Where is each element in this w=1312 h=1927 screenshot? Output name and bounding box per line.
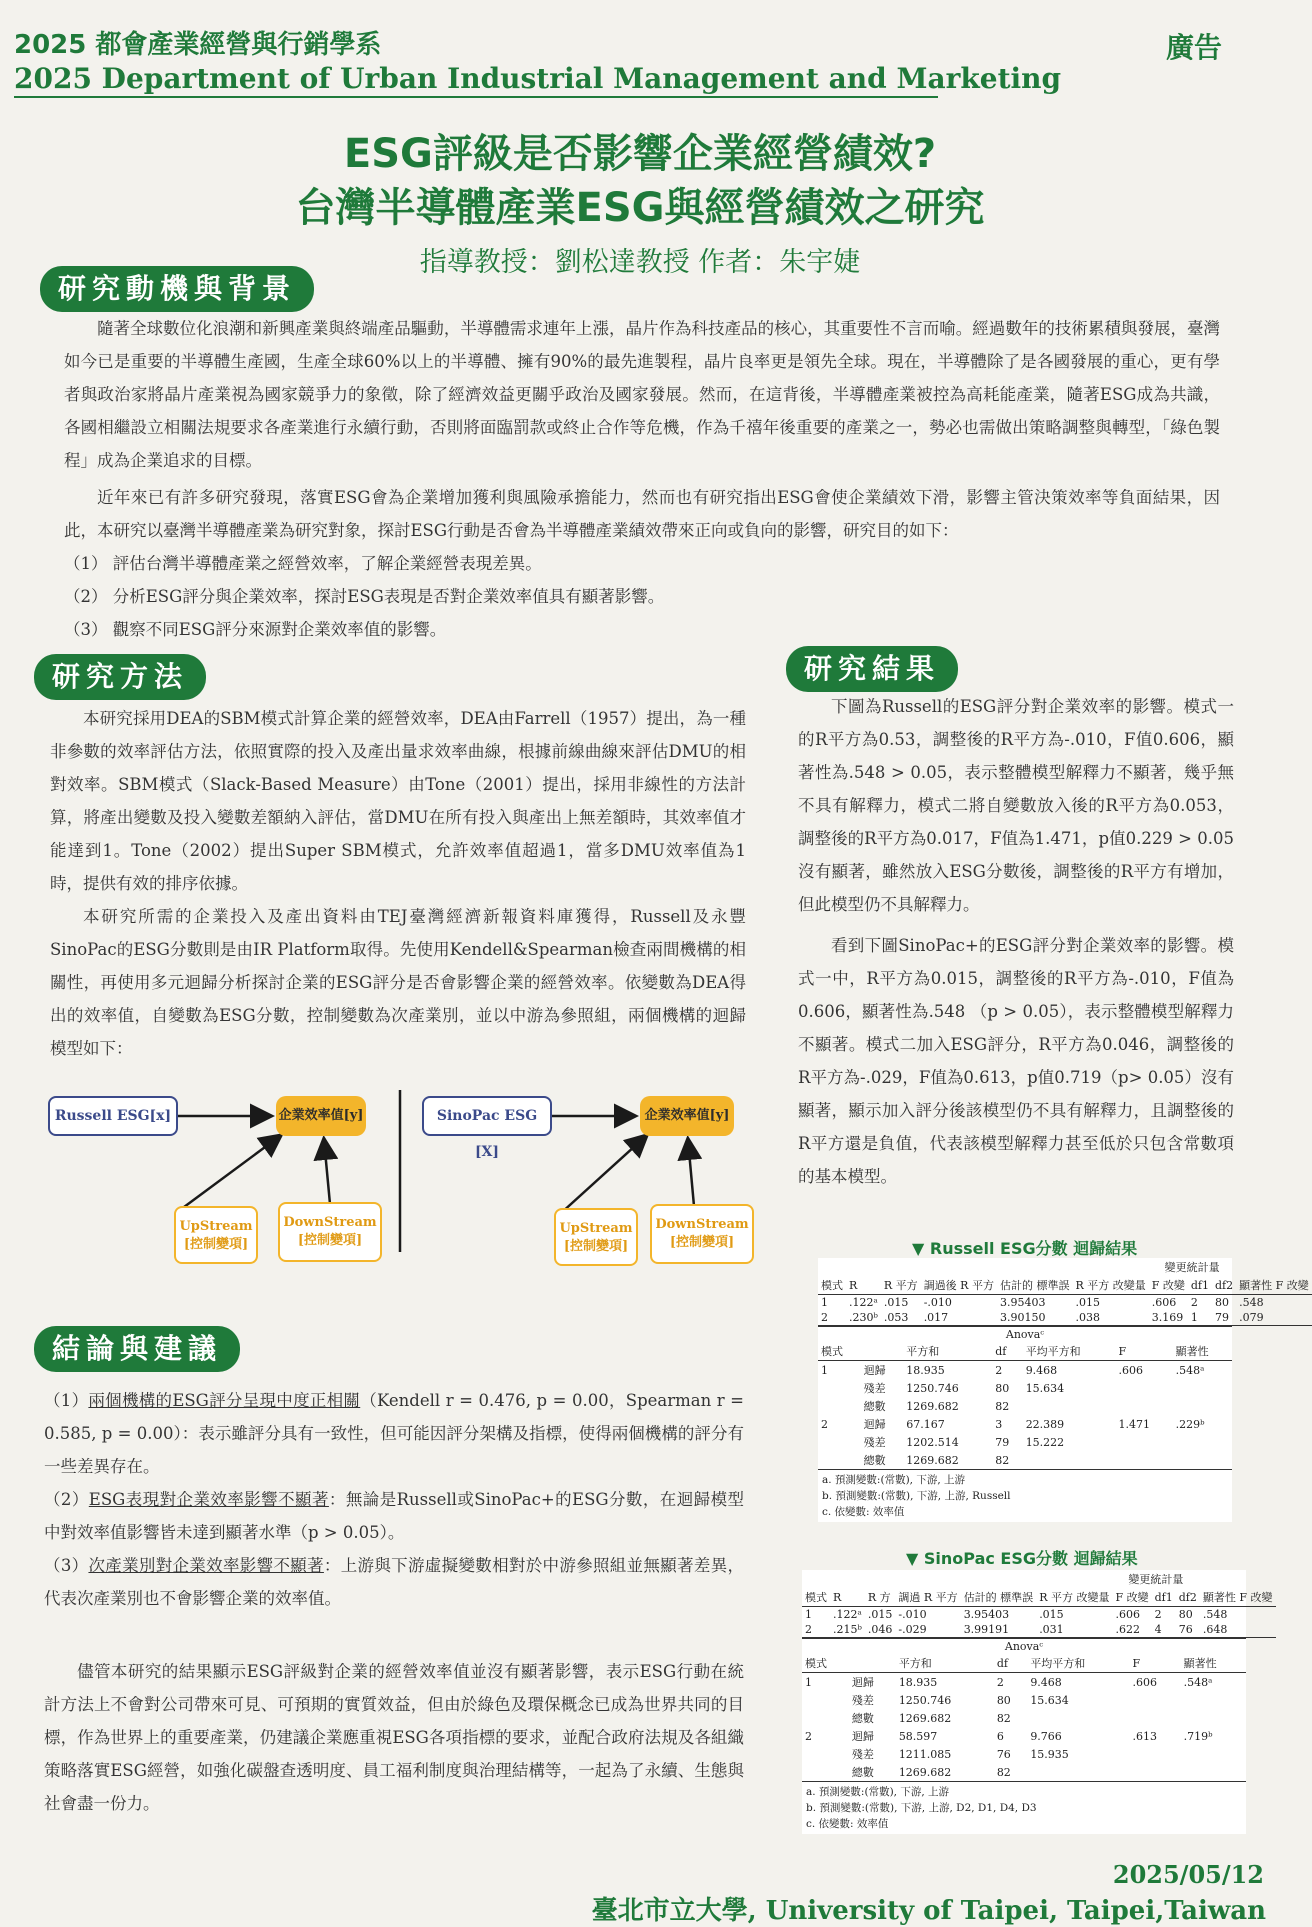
conclusion-item-2 [44, 1483, 744, 1549]
table-cell: .548 [1202, 1608, 1228, 1621]
table-cell: 3.95403 [999, 1296, 1046, 1309]
item-number: （2） [44, 1490, 89, 1509]
table-row [802, 1607, 1276, 1623]
conclusion-3-key: 次產業別對企業效率影響不顯著 [88, 1556, 324, 1575]
table2 [802, 1570, 1273, 1834]
table-cell: 1211.085 [898, 1747, 952, 1761]
table-cell: 總數 [851, 1712, 874, 1725]
table-cell [1130, 1745, 1181, 1763]
table-cell [802, 1763, 849, 1781]
table-cell [1181, 1763, 1246, 1781]
russell-esg-box: Russell ESG[x] [48, 1096, 178, 1136]
table-cell: 2 [821, 1311, 828, 1324]
table-cell: 15.634 [1030, 1693, 1069, 1707]
efficiency-y-box-left: 企業效率值[y] [276, 1096, 366, 1136]
control-label: [控制變項] [183, 1237, 249, 1252]
table-cell [802, 1745, 849, 1763]
table-cell: .053 [883, 1311, 909, 1324]
table-header-cell: R 平方 改變量 [1039, 1591, 1110, 1604]
conclusion-item-1 [44, 1384, 744, 1483]
upstream-box-left [174, 1206, 258, 1264]
table-cell: 22.389 [1025, 1417, 1065, 1431]
table-cell: .622 [1115, 1623, 1140, 1636]
upstream-label: UpStream [559, 1221, 633, 1236]
table-cell: -.010 [923, 1296, 952, 1309]
table-cell: 1269.682 [906, 1399, 959, 1413]
table-cell: 58.597 [898, 1729, 938, 1743]
table-cell: -.029 [898, 1623, 927, 1636]
conclusion-2-key: ESG表現對企業效率影響不顯著 [88, 1490, 329, 1509]
table-cell: .719ᵇ [1183, 1729, 1213, 1743]
table-cell: 82 [995, 1399, 1010, 1413]
table2-notes [802, 1781, 1246, 1834]
table-cell: .606 [1115, 1608, 1140, 1621]
table-note: b. 預測變數:(常數), 下游, 上游, Russell [822, 1490, 1011, 1502]
table-cell: 總數 [851, 1766, 874, 1779]
table-cell: 80 [1178, 1608, 1193, 1621]
table-header-cell: R [849, 1278, 858, 1292]
results-paragraph-2: 看到下圖SinoPac+的ESG評分對企業效率的影響。模式一中，R平方為0.015，調整後的R平方為-.010，F值為0.606，顯著性為.548 （p > 0.05），表示整體模型解釋力不顯著。模式二加入ESG評分，R平方為0.046，調整後的R平方為-.029，F值為0.613，p值0.719（p> 0.05）沒有顯著，顯示加入評分後該模型仍不具有解釋力，且調整後的R平方還是負值，代表該模型解釋力甚至低於只包含常數項的基本模型。 [798, 936, 1234, 1186]
table-header-cell: 模式 [805, 1657, 827, 1670]
table-cell [1173, 1379, 1232, 1397]
table-cell: .648 [1202, 1623, 1228, 1636]
table-header-cell: df2 [1215, 1278, 1234, 1292]
table1-title: ▼ Russell ESG分數 迴歸結果 [912, 1239, 1138, 1258]
conclusion-3-detail: ：上游與下游虛擬變數相對於中游參照組並無顯著差異，代表次產業別也不會影響企業的效率值。 [44, 1556, 745, 1608]
ad-label: 廣告 [1166, 31, 1223, 64]
table-cell: 1269.682 [906, 1453, 959, 1467]
table-cell: .122ᵃ [849, 1296, 878, 1309]
table-cell [818, 1433, 861, 1451]
table-cell [1027, 1709, 1129, 1727]
table-cell: 總數 [863, 1454, 886, 1467]
table-cell [1027, 1763, 1129, 1781]
department-title-zh: 2025 都會產業經營與行銷學系 [14, 30, 382, 60]
table-header-cell: 估計的 標準誤 [999, 1279, 1070, 1292]
table-row [802, 1673, 1246, 1692]
table-cell: .606 [1132, 1675, 1158, 1689]
table-cell [818, 1397, 861, 1415]
table1-anova [818, 1326, 1232, 1469]
table-cell: .606 [1118, 1363, 1144, 1377]
conclusion-2-detail: ：無論是Russell或SinoPac+的ESG分數，在迴歸模型中對效率值影響皆未達到顯著水準（p > 0.05）。 [44, 1490, 745, 1542]
conclusion-item-3 [44, 1549, 744, 1615]
method-body [50, 702, 746, 1065]
table-cell: .548ᵃ [1175, 1363, 1205, 1377]
header-divider [14, 96, 938, 98]
table-cell: 1250.746 [906, 1381, 959, 1395]
table-cell: 2 [805, 1729, 812, 1743]
table-cell [818, 1451, 861, 1469]
downstream-box-right [650, 1204, 754, 1264]
table-header-cell: 平均平方和 [1025, 1345, 1081, 1358]
table-cell: 18.935 [906, 1363, 945, 1377]
table-cell [1130, 1763, 1181, 1781]
table-cell [1181, 1691, 1246, 1709]
table-cell: 3.99191 [963, 1623, 1010, 1636]
table-cell [1181, 1709, 1246, 1727]
table-cell [818, 1379, 861, 1397]
table-cell: .215ᵇ [833, 1623, 862, 1636]
goal-item-2: （2） 分析ESG評分與企業效率，探討ESG表現是否對企業效率值具有顯著影響。 [64, 587, 665, 606]
table-cell: 殘差 [863, 1382, 886, 1395]
table-cell: 9.766 [1030, 1729, 1062, 1743]
university-name: 臺北市立大學, University of Taipei, Taipei,Taiwan [591, 1896, 1266, 1926]
table2-title: ▼ SinoPac ESG分數 迴歸結果 [906, 1549, 1138, 1568]
table-cell: 82 [996, 1711, 1011, 1725]
table-header-cell: df1 [1190, 1278, 1210, 1292]
table-header-cell: R 平方 [883, 1279, 918, 1292]
goal-item-1: （1） 評估台灣半導體產業之經營效率，了解企業經營表現差異。 [64, 554, 542, 573]
table-cell [1130, 1709, 1181, 1727]
table-note: a. 預測變數:(常數), 下游, 上游 [822, 1474, 966, 1486]
table-cell: .606 [1151, 1296, 1177, 1309]
table-cell: 2 [995, 1363, 1003, 1377]
table-header-cell: F 改變 [1115, 1591, 1149, 1604]
table-cell: 1250.746 [898, 1693, 952, 1707]
table-cell: 2 [805, 1623, 812, 1636]
upstream-box-right [554, 1208, 638, 1266]
table-cell: 15.222 [1025, 1435, 1065, 1449]
table-header-cell: F [1132, 1656, 1141, 1670]
table-header-cell: df [996, 1656, 1008, 1670]
table-cell: 迴歸 [863, 1418, 886, 1431]
table-cell [1023, 1451, 1116, 1469]
table-cell: 3.90150 [999, 1311, 1046, 1324]
table-header-cell: 平方和 [906, 1345, 940, 1358]
table-cell: .548 [1239, 1296, 1264, 1309]
table-cell [1173, 1433, 1232, 1451]
conclusion-final-paragraph: 儘管本研究的結果顯示ESG評級對企業的經營效率值並沒有顯著影響，表示ESG行動在統計方法上不會對公司帶來可見、可預期的實質效益，但由於綠色及環保概念已成為世界共同的目標，作為世界上的重要產業，仍建議企業應重視ESG各項指標的要求，並配合政府法規及各組織策略落實ESG經營，如強化碳盤查透明度、員工福利制度與治理結構等，一起為了永續、生態與社會盡一份力。 [44, 1662, 744, 1813]
table-cell [1181, 1745, 1246, 1763]
table-cell: 67.167 [906, 1417, 945, 1431]
table-row [818, 1415, 1232, 1433]
conclusion-1-detail: （Kendell r = 0.476, p = 0.00，Spearman r = 0.585, p = 0.00）：表示雖評分具有一致性，但可能因評分架構及指標，使得兩個機構的評分有一些差異存在。 [44, 1391, 745, 1476]
poster-title-line2: 台灣半導體產業ESG與經營績效之研究 [295, 185, 985, 231]
table-header-cell: F [1118, 1344, 1127, 1358]
table-header-cell: df [995, 1344, 1007, 1358]
table-cell: 80 [1215, 1296, 1230, 1309]
table-row [818, 1397, 1232, 1415]
table-row [802, 1745, 1246, 1763]
table-cell: 2 [996, 1675, 1004, 1689]
anova-label: Anovaᶜ [818, 1327, 1232, 1343]
table1-model-summary [818, 1258, 1312, 1326]
table-cell: 15.935 [1030, 1747, 1069, 1761]
table-header-cell: R 平方 改變量 [1075, 1279, 1146, 1292]
table-header-cell: F 改變 [1151, 1279, 1185, 1292]
table2-anova [802, 1638, 1246, 1781]
table-row [802, 1622, 1276, 1638]
table-cell: .229ᵇ [1175, 1417, 1205, 1431]
table-cell [1116, 1433, 1173, 1451]
department-title-en: 2025 Department of Urban Industrial Management and Marketing [14, 62, 1062, 95]
table-note: c. 依變數: 效率值 [822, 1506, 905, 1518]
table-cell [1116, 1397, 1173, 1415]
table-header-cell: 模式 [821, 1345, 843, 1358]
method-paragraph-2: 本研究所需的企業投入及產出資料由TEJ臺灣經濟新報資料庫獲得，Russell及永豐SinoPac的ESG分數則是由IR Platform取得。先使用Kendell&Spearman檢查兩間機構的相關性，再使用多元迴歸分析探討企業的ESG評分是否會影響企業的經營效率。依變數為DEA得出的效率值，自變數為ESG分數，控制變數為次產業別，並以中游為參照組，兩個機構的迴歸模型如下： [50, 907, 746, 1058]
table-cell: 15.634 [1025, 1381, 1065, 1395]
table-cell: 總數 [863, 1400, 886, 1413]
table-header-cell [849, 1654, 896, 1673]
table-cell: 1 [805, 1608, 812, 1621]
control-label: [控制變項] [563, 1239, 629, 1254]
section-heading-results: 研究結果 [786, 646, 958, 692]
table-header-cell: R 方 [867, 1591, 891, 1604]
table-cell: 1202.514 [906, 1435, 959, 1449]
table-header-cell: 模式 [805, 1591, 827, 1604]
table-cell: 殘差 [851, 1694, 874, 1707]
table-header-cell: 調過後 R 平方 [923, 1279, 994, 1292]
table-cell: 3.95403 [963, 1608, 1010, 1621]
table-cell [1023, 1397, 1116, 1415]
table-header-cell: 估計的 標準誤 [963, 1591, 1034, 1604]
table-cell: -.010 [898, 1608, 927, 1621]
table-cell: 18.935 [898, 1675, 938, 1689]
downstream-label: DownStream [283, 1215, 377, 1230]
table-cell: 82 [995, 1453, 1010, 1467]
table-cell: 1269.682 [898, 1711, 952, 1725]
table-cell: 79 [995, 1435, 1010, 1449]
method-paragraph-1: 本研究採用DEA的SBM模式計算企業的經營效率，DEA由Farrell（1957）提出，為一種非參數的效率評估方法，依照實際的投入及產出量求效率曲線，根據前線曲線來評估DMU的相對效率。SBM模式（Slack-Based Measure）由Tone（2001）提出，採用非線性的方法計算，將產出變數及投入變數差額納入評估，當DMU在所有投入與產出上無差額時，其效率值才能達到1。Tone（2002）提出Super SBM模式，允許效率值超過1，當多DMU效率值為1時，提供有效的排序依據。 [50, 709, 746, 893]
table-cell: 76 [996, 1747, 1011, 1761]
results-paragraph-1: 下圖為Russell的ESG評分對企業效率的影響。模式一的R平方為0.53，調整後的R平方為-.010，F值0.606，顯著性為.548 > 0.05，表示整體模型解釋力不顯著，幾乎無不具有解釋力，模式二將自變數放入後的R平方為0.053，調整後的R平方為0.017，F值為1.471，p值0.229 > 0.05沒有顯著，雖然放入ESG分數後，調整後的R平方有增加，但此模型仍不具解釋力。 [798, 697, 1234, 914]
table-cell: 迴歸 [863, 1364, 886, 1377]
table-row [818, 1379, 1232, 1397]
table-header-cell: 顯著性 [1183, 1657, 1217, 1670]
sinopac-esg-box: SinoPac ESG [X] [422, 1096, 552, 1136]
table-header-cell: 平均平方和 [1030, 1657, 1086, 1670]
table-row [802, 1691, 1246, 1709]
regression-model-diagram [40, 1080, 760, 1300]
item-number: （3） [44, 1556, 89, 1575]
motivation-paragraph-2: 近年來已有許多研究發現，落實ESG會為企業增加獲利與風險承擔能力，然而也有研究指出ESG會使企業績效下滑，影響主管決策效率等負面結果，因此，本研究以臺灣半導體產業為研究對象，探討ESG行動是否會為半導體產業績效帶來正向或負向的影響，研究目的如下： [64, 488, 1220, 540]
table-note: a. 預測變數:(常數), 下游, 上游 [806, 1786, 950, 1798]
table-cell: 2 [1154, 1608, 1162, 1621]
table-cell: 80 [995, 1381, 1010, 1395]
table-cell [802, 1709, 849, 1727]
item-number: （1） [44, 1391, 89, 1410]
table-cell: 80 [996, 1693, 1011, 1707]
downstream-label: DownStream [655, 1217, 749, 1232]
table-cell [1130, 1691, 1181, 1709]
results-body [798, 690, 1234, 1193]
table-cell [1173, 1451, 1232, 1469]
table-cell: 6 [996, 1729, 1004, 1743]
table-cell: 9.468 [1030, 1675, 1062, 1689]
change-stats-label: 變更統計量 [1128, 1573, 1184, 1586]
conclusion-body [44, 1384, 744, 1820]
table-cell [1173, 1397, 1232, 1415]
table-cell: 1 [821, 1363, 828, 1377]
table-cell: .230ᵇ [849, 1311, 878, 1324]
table-cell: 3 [995, 1417, 1003, 1431]
table-cell: .046 [867, 1623, 893, 1636]
table-cell: 1269.682 [898, 1765, 952, 1779]
table-cell: .017 [923, 1311, 949, 1324]
section-heading-method: 研究方法 [34, 654, 206, 700]
table-header-cell [861, 1342, 904, 1361]
table2-model-summary [802, 1570, 1276, 1638]
table-cell: 1.471 [1118, 1417, 1151, 1431]
table-cell: 迴歸 [851, 1676, 874, 1689]
table-cell: .015 [1039, 1608, 1064, 1621]
change-stats-label: 變更統計量 [1164, 1261, 1220, 1274]
downstream-box-left [278, 1202, 382, 1262]
table-cell: .548ᵃ [1183, 1675, 1213, 1689]
table-cell: 79 [1215, 1311, 1230, 1324]
table-header-cell: df2 [1178, 1590, 1197, 1604]
table-cell: .613 [1132, 1729, 1158, 1743]
control-label: [控制變項] [297, 1233, 363, 1248]
table-header-cell: 平方和 [898, 1657, 932, 1670]
motivation-body [64, 312, 1220, 646]
authors: 指導教授：劉松達教授 作者：朱宇婕 [419, 247, 861, 278]
table-cell: 迴歸 [851, 1730, 874, 1743]
table-cell: .122ᵃ [833, 1608, 862, 1621]
table-row [818, 1433, 1232, 1451]
table-row [818, 1295, 1312, 1311]
table-note: c. 依變數: 效率值 [806, 1818, 889, 1830]
table-row [802, 1709, 1246, 1727]
table-row [802, 1727, 1246, 1745]
table-cell: 2 [821, 1417, 828, 1431]
section-heading-conclusion: 結論與建議 [34, 1326, 240, 1372]
table-cell: .015 [1075, 1296, 1100, 1309]
table-cell: .079 [1239, 1311, 1264, 1324]
conclusion-1-key: 兩個機構的ESG評分呈現中度正相關 [88, 1391, 361, 1410]
table-cell: .015 [867, 1608, 893, 1621]
poster-date: 2025/05/12 [1112, 1860, 1264, 1889]
table-cell: 3.169 [1151, 1311, 1184, 1324]
table-row [818, 1310, 1312, 1326]
poster-title-line1: ESG評級是否影響企業經營績效? [343, 131, 937, 177]
table1 [818, 1258, 1309, 1522]
upstream-label: UpStream [179, 1219, 253, 1234]
table-cell: .031 [1039, 1623, 1064, 1636]
table-cell [1116, 1379, 1173, 1397]
table-cell: 2 [1190, 1296, 1198, 1309]
table-cell: 殘差 [863, 1436, 886, 1449]
table-cell: 1 [805, 1675, 812, 1689]
table-cell: 82 [996, 1765, 1011, 1779]
goal-item-3: （3） 觀察不同ESG評分來源對企業效率值的影響。 [64, 620, 447, 639]
table-cell [1116, 1451, 1173, 1469]
table-header-cell: 模式 [821, 1279, 843, 1292]
table-header-cell: 顯著性 [1175, 1345, 1209, 1358]
table-header-cell: 調過 R 平方 [898, 1591, 958, 1604]
table-cell: 9.468 [1025, 1363, 1058, 1377]
table-note: b. 預測變數:(常數), 下游, 上游, D2, D1, D4, D3 [806, 1802, 1037, 1814]
table-cell: 1 [821, 1296, 828, 1309]
efficiency-y-box-right: 企業效率值[y] [640, 1096, 734, 1136]
table-header-cell: 顯著性 F 改變 [1239, 1279, 1309, 1292]
table-cell: 殘差 [851, 1748, 874, 1761]
table-cell: .038 [1075, 1311, 1100, 1324]
anova-label: Anovaᶜ [802, 1639, 1246, 1655]
table1-notes [818, 1469, 1232, 1522]
table-row [818, 1361, 1232, 1380]
table-cell: 76 [1178, 1623, 1193, 1636]
table-cell: .015 [883, 1296, 909, 1309]
table-row [802, 1763, 1246, 1781]
table-cell [802, 1691, 849, 1709]
section-heading-motivation: 研究動機與背景 [40, 266, 314, 312]
table-row [818, 1451, 1232, 1469]
table-cell: 4 [1154, 1623, 1162, 1636]
control-label: [控制變項] [669, 1235, 735, 1250]
table-header-cell: 顯著性 F 改變 [1202, 1591, 1273, 1604]
table-header-cell: df1 [1154, 1590, 1173, 1604]
table-header-cell: R [833, 1590, 842, 1604]
table-cell: 1 [1190, 1311, 1198, 1324]
motivation-paragraph-1: 隨著全球數位化浪潮和新興產業與終端產品驅動，半導體需求連年上漲，晶片作為科技產品的核心，其重要性不言而喻。經過數年的技術累積與發展，臺灣如今已是重要的半導體生產國，生產全球60%以上的半導體、擁有90%的最先進製程，晶片良率更是領先全球。現在，半導體除了是各國發展的重心，更有學者與政治家將晶片產業視為國家競爭力的象徵，除了經濟效益更關乎政治及國家發展。然而，在這背後，半導體產業被控為高耗能產業，隨著ESG成為共識，各國相繼設立相關法規要求各產業進行永續行動，否則將面臨罰款或終止合作等危機，作為千禧年後重要的產業之一，勢必也需做出策略調整與轉型，「綠色製程」成為企業追求的目標。 [64, 319, 1220, 470]
